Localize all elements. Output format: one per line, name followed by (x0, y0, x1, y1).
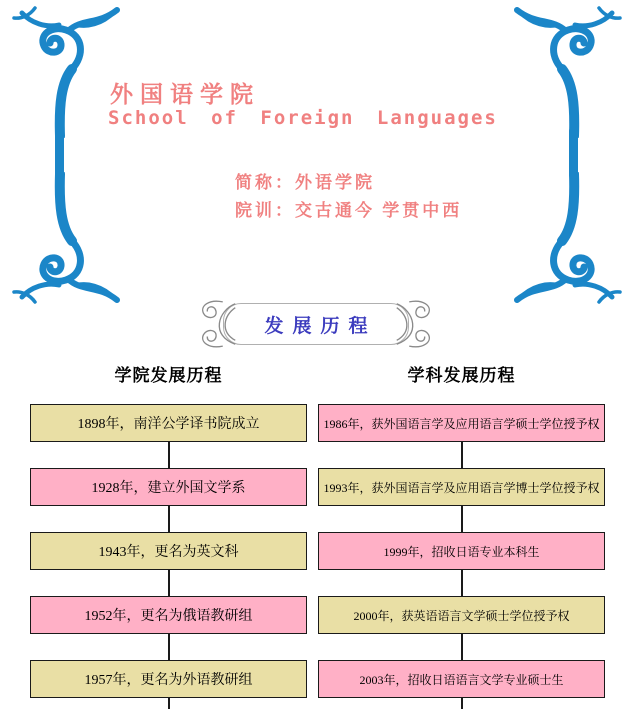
section-banner-label: 发展历程 (264, 315, 377, 337)
timeline-box: 1898年，南洋公学译书院成立 (30, 404, 307, 442)
connector-line (168, 570, 170, 596)
column-title-discipline: 学科发展历程 (407, 366, 516, 385)
frame-side-line (55, 127, 64, 179)
connector-line (461, 506, 463, 532)
timeline-box: 1952年，更名为俄语教研组 (30, 596, 307, 634)
page-title-chinese: 外国语学院 (110, 82, 260, 107)
connector-line (168, 506, 170, 532)
connector-line (168, 634, 170, 660)
page-title-english: School of Foreign Languages (108, 107, 498, 129)
timeline-column-right (318, 404, 605, 709)
corner-flourish-icon (2, 3, 120, 138)
timeline-box: 1943年，更名为英文科 (30, 532, 307, 570)
connector-line (168, 698, 170, 709)
timeline-box: 1928年，建立外国文学系 (30, 468, 307, 506)
corner-flourish-icon (2, 172, 120, 307)
frame-side-line (569, 127, 578, 179)
corner-flourish-icon (514, 172, 632, 307)
section-banner (196, 299, 436, 349)
school-info-block (235, 169, 462, 225)
connector-line (461, 442, 463, 468)
corner-flourish-icon (514, 3, 632, 138)
timeline-box: 1993年，获外国语言学及应用语言学博士学位授予权 (318, 468, 605, 506)
timeline-box: 2000年，获英语语言文学硕士学位授予权 (318, 596, 605, 634)
timeline-box: 1957年，更名为外语教研组 (30, 660, 307, 698)
timeline-box: 2003年，招收日语语言文学专业硕士生 (318, 660, 605, 698)
connector-line (461, 634, 463, 660)
motto-line: 院训：交古通今 学贯中西 (235, 201, 463, 220)
connector-line (461, 698, 463, 709)
connector-line (168, 442, 170, 468)
column-title-college: 学院发展历程 (114, 366, 223, 385)
abbreviation-line: 简称：外语学院 (235, 173, 375, 192)
timeline-column-left (30, 404, 307, 709)
timeline-box: 1986年，获外国语言学及应用语言学硕士学位授予权 (318, 404, 605, 442)
timeline-box: 1999年，招收日语专业本科生 (318, 532, 605, 570)
connector-line (461, 570, 463, 596)
